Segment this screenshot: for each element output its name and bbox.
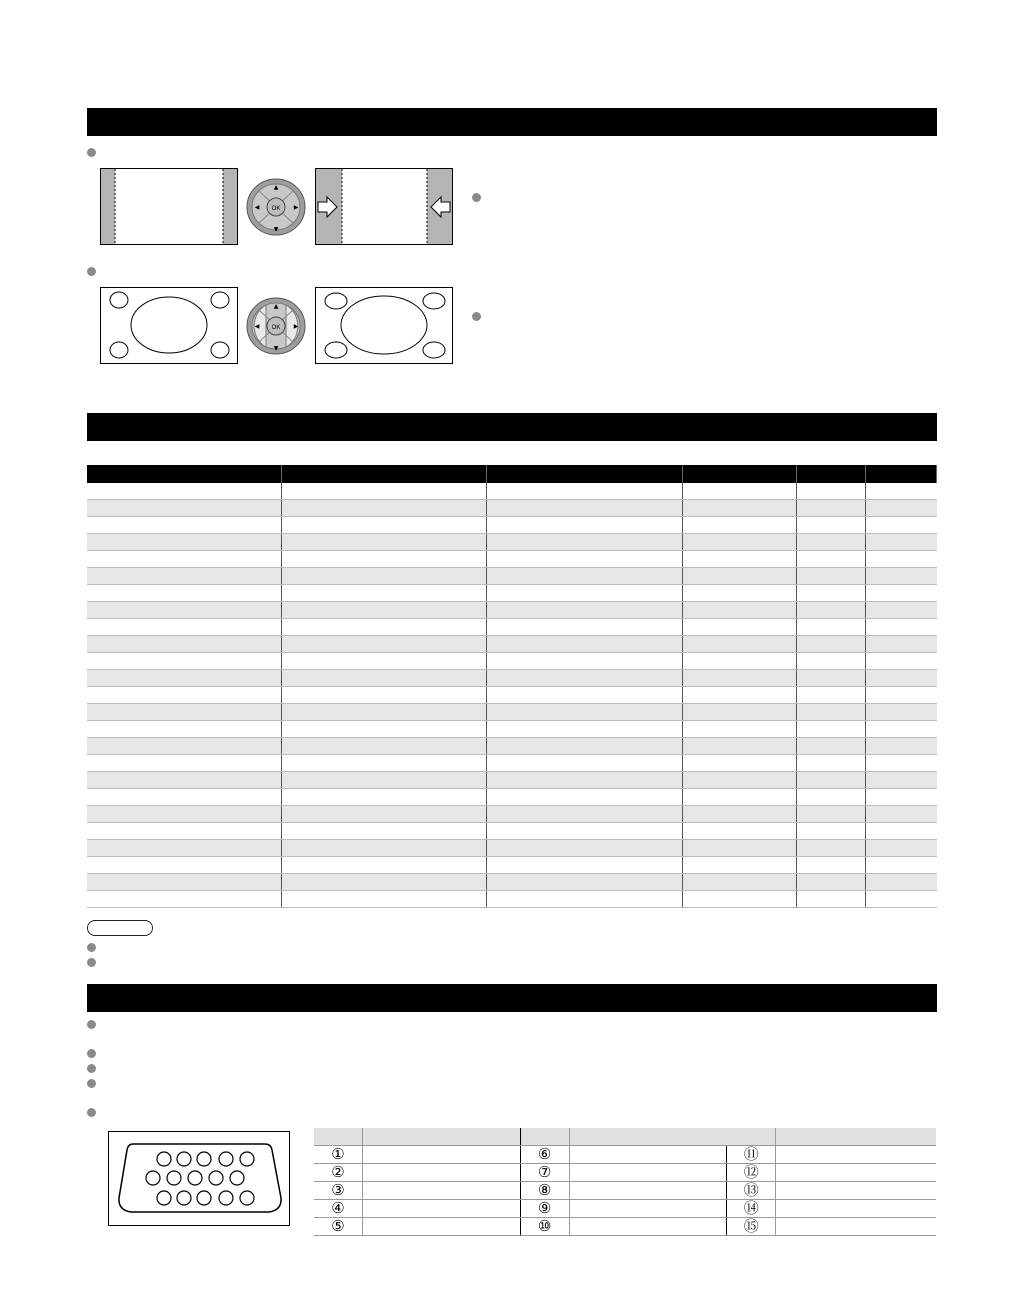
table-cell <box>87 874 282 890</box>
table-cell <box>487 517 683 533</box>
table-cell <box>797 874 866 890</box>
table-cell <box>87 568 282 584</box>
table-cell <box>797 551 866 567</box>
table-cell <box>866 687 937 703</box>
pin-number: ⑦ <box>537 1164 552 1181</box>
pin-number: ① <box>331 1146 345 1163</box>
table-cell <box>487 653 683 669</box>
table-cell <box>282 874 487 890</box>
pin-row <box>314 1218 936 1236</box>
table-row <box>87 738 937 755</box>
table-cell <box>683 806 797 822</box>
table-cell <box>866 551 937 567</box>
table-cell <box>797 619 866 635</box>
table-row <box>87 585 937 602</box>
table-cell <box>797 636 866 652</box>
table-row <box>87 789 937 806</box>
table-cell <box>866 585 937 601</box>
table-cell <box>282 738 487 754</box>
table-cell <box>487 789 683 805</box>
circle-pattern-after <box>315 287 455 367</box>
table-cell <box>87 823 282 839</box>
table-cell <box>683 534 797 550</box>
table-cell <box>87 857 282 873</box>
table-cell <box>87 483 282 499</box>
table-cell <box>487 755 683 771</box>
table-row <box>87 891 937 908</box>
table-row <box>87 687 937 704</box>
table-cell <box>282 704 487 720</box>
table-cell <box>683 636 797 652</box>
table-cell <box>683 619 797 635</box>
table-cell <box>487 891 683 907</box>
table-cell <box>797 568 866 584</box>
table-cell <box>683 551 797 567</box>
table-row <box>87 874 937 891</box>
table-cell <box>797 500 866 516</box>
pin-number: ⑭ <box>743 1200 759 1217</box>
table-row <box>87 483 937 500</box>
table-cell <box>797 517 866 533</box>
table-cell <box>282 721 487 737</box>
pin-number: ③ <box>331 1182 345 1199</box>
table-cell <box>683 585 797 601</box>
table-cell <box>866 806 937 822</box>
table-cell <box>866 874 937 890</box>
table-cell <box>282 636 487 652</box>
table-cell <box>866 602 937 618</box>
table-cell <box>683 704 797 720</box>
table-cell <box>87 534 282 550</box>
table-cell <box>282 891 487 907</box>
table-cell <box>797 755 866 771</box>
table-cell <box>87 500 282 516</box>
table-cell <box>487 840 683 856</box>
pin-number: ⑪ <box>743 1146 759 1163</box>
pin-signal <box>362 1218 520 1235</box>
table-cell <box>87 704 282 720</box>
table-cell <box>282 568 487 584</box>
table-row <box>87 602 937 619</box>
table-cell <box>282 602 487 618</box>
side-panel-screen-before <box>100 168 240 248</box>
pin-signal <box>775 1146 936 1163</box>
table-cell <box>487 857 683 873</box>
table-cell <box>683 517 797 533</box>
remote-dpad <box>246 178 306 236</box>
table-cell <box>683 874 797 890</box>
table-cell <box>866 704 937 720</box>
header-cell <box>87 465 282 483</box>
pin-signal <box>362 1146 520 1163</box>
table-row <box>87 772 937 789</box>
pin-signal <box>775 1164 936 1181</box>
table-cell <box>282 840 487 856</box>
pin-number: ⑩ <box>537 1218 552 1235</box>
table-cell <box>866 721 937 737</box>
table-cell <box>683 891 797 907</box>
table-cell <box>866 483 937 499</box>
header-cell <box>797 465 866 483</box>
pin-signal <box>569 1164 727 1181</box>
table-cell <box>282 789 487 805</box>
table-row <box>87 857 937 874</box>
pin-number: ⑫ <box>743 1164 759 1181</box>
table-cell <box>797 483 866 499</box>
table-cell <box>797 704 866 720</box>
svg-text:▼: ▼ <box>273 345 279 352</box>
header-cell <box>683 465 797 483</box>
table-cell <box>797 670 866 686</box>
table-cell <box>866 653 937 669</box>
table-cell <box>797 789 866 805</box>
section-header-bar <box>87 108 937 136</box>
table-cell <box>487 687 683 703</box>
table-cell <box>487 806 683 822</box>
table-cell <box>797 738 866 754</box>
bullet <box>87 1079 96 1088</box>
pin-signal <box>362 1182 520 1199</box>
table-cell <box>866 857 937 873</box>
pin-signal <box>569 1218 727 1235</box>
table-cell <box>866 738 937 754</box>
table-cell <box>487 619 683 635</box>
bullet <box>87 943 96 952</box>
table-row <box>87 500 937 517</box>
table-row <box>87 517 937 534</box>
pin-signal <box>362 1200 520 1217</box>
table-cell <box>683 840 797 856</box>
bullet <box>472 312 481 321</box>
table-cell <box>797 840 866 856</box>
pin-row <box>314 1164 936 1182</box>
table-cell <box>87 891 282 907</box>
table-row <box>87 840 937 857</box>
svg-text:◀: ◀ <box>254 323 260 330</box>
signal-table <box>87 465 937 908</box>
table-row <box>87 568 937 585</box>
table-cell <box>797 721 866 737</box>
table-cell <box>487 585 683 601</box>
table-cell <box>866 891 937 907</box>
pin-assignment-table <box>314 1128 936 1236</box>
table-cell <box>487 500 683 516</box>
table-cell <box>487 704 683 720</box>
table-cell <box>866 500 937 516</box>
table-cell <box>282 653 487 669</box>
table-row <box>87 619 937 636</box>
pin-signal <box>775 1218 936 1235</box>
pin-row <box>314 1182 936 1200</box>
table-row <box>87 721 937 738</box>
bullet <box>472 193 481 202</box>
pin-row <box>314 1200 936 1218</box>
pin-signal <box>569 1182 727 1199</box>
table-cell <box>87 619 282 635</box>
table-cell <box>797 687 866 703</box>
table-cell <box>797 585 866 601</box>
table-cell <box>683 568 797 584</box>
table-cell <box>797 653 866 669</box>
table-cell <box>683 789 797 805</box>
table-cell <box>87 602 282 618</box>
table-cell <box>87 517 282 533</box>
table-cell <box>87 687 282 703</box>
table-cell <box>487 602 683 618</box>
svg-text:▲: ▲ <box>273 184 279 191</box>
pin-number: ② <box>331 1164 345 1181</box>
table-cell <box>87 840 282 856</box>
table-cell <box>282 500 487 516</box>
table-cell <box>683 602 797 618</box>
table-cell <box>87 772 282 788</box>
pin-signal <box>775 1182 936 1199</box>
section-header-bar <box>87 984 937 1012</box>
table-cell <box>282 687 487 703</box>
header-cell <box>282 465 487 483</box>
pin-number: ⑬ <box>743 1182 759 1199</box>
pin-signal <box>362 1164 520 1181</box>
table-cell <box>487 738 683 754</box>
table-cell <box>282 806 487 822</box>
svg-text:OK: OK <box>271 206 281 212</box>
table-cell <box>282 483 487 499</box>
svg-text:▶: ▶ <box>293 204 299 211</box>
table-cell <box>683 483 797 499</box>
table-cell <box>683 670 797 686</box>
table-cell <box>866 670 937 686</box>
bullet <box>87 958 96 967</box>
table-cell <box>487 636 683 652</box>
table-cell <box>683 500 797 516</box>
table-row <box>87 534 937 551</box>
table-cell <box>282 755 487 771</box>
table-row <box>87 806 937 823</box>
table-cell <box>487 721 683 737</box>
pin-row <box>314 1146 936 1164</box>
table-cell <box>282 823 487 839</box>
table-cell <box>87 653 282 669</box>
table-cell <box>87 585 282 601</box>
table-cell <box>487 772 683 788</box>
table-row <box>87 755 937 772</box>
circle-pattern-before <box>100 287 240 367</box>
svg-text:◀: ◀ <box>254 204 260 211</box>
d-sub-15pin-icon <box>109 1132 291 1227</box>
table-cell <box>866 755 937 771</box>
pin-number: ⑨ <box>537 1200 552 1217</box>
table-cell <box>866 568 937 584</box>
bullet <box>87 1108 96 1117</box>
table-cell <box>282 619 487 635</box>
pin-signal <box>569 1146 727 1163</box>
table-cell <box>487 483 683 499</box>
table-row <box>87 823 937 840</box>
d-sub-connector-diagram <box>108 1131 290 1226</box>
bullet <box>87 267 96 276</box>
pin-number: ⑤ <box>331 1218 345 1235</box>
table-row <box>87 653 937 670</box>
table-cell <box>87 755 282 771</box>
table-cell <box>683 755 797 771</box>
table-cell <box>683 772 797 788</box>
table-cell <box>866 823 937 839</box>
table-row <box>87 636 937 653</box>
table-cell <box>282 585 487 601</box>
table-cell <box>282 772 487 788</box>
note-label <box>87 920 153 936</box>
table-cell <box>87 721 282 737</box>
bullet <box>87 148 96 157</box>
table-cell <box>487 534 683 550</box>
pin-number: ⑮ <box>743 1218 759 1235</box>
table-row <box>87 704 937 721</box>
table-cell <box>866 789 937 805</box>
table-cell <box>866 772 937 788</box>
table-cell <box>282 534 487 550</box>
svg-text:▲: ▲ <box>273 303 279 310</box>
svg-text:▶: ▶ <box>293 323 299 330</box>
table-cell <box>797 772 866 788</box>
table-cell <box>282 551 487 567</box>
table-cell <box>683 857 797 873</box>
table-cell <box>866 840 937 856</box>
table-cell <box>797 891 866 907</box>
svg-text:OK: OK <box>271 325 281 331</box>
table-cell <box>87 789 282 805</box>
table-cell <box>487 823 683 839</box>
table-cell <box>282 857 487 873</box>
table-cell <box>87 738 282 754</box>
table-row <box>87 670 937 687</box>
table-cell <box>487 568 683 584</box>
table-cell <box>797 806 866 822</box>
table-cell <box>87 636 282 652</box>
table-cell <box>487 874 683 890</box>
bullet <box>87 1020 96 1029</box>
remote-dpad <box>246 297 306 355</box>
table-cell <box>866 636 937 652</box>
table-cell <box>866 619 937 635</box>
pin-signal <box>569 1200 727 1217</box>
header-cell <box>866 465 937 483</box>
pin-table-header <box>314 1128 936 1146</box>
pin-signal <box>775 1200 936 1217</box>
table-cell <box>87 670 282 686</box>
table-cell <box>683 823 797 839</box>
pin-number: ⑥ <box>537 1146 552 1163</box>
table-cell <box>866 517 937 533</box>
table-cell <box>487 551 683 567</box>
bullet <box>87 1049 96 1058</box>
table-cell <box>797 534 866 550</box>
table-cell <box>797 823 866 839</box>
table-cell <box>797 602 866 618</box>
table-cell <box>797 857 866 873</box>
signal-table-header <box>87 465 937 483</box>
table-cell <box>87 806 282 822</box>
table-cell <box>487 670 683 686</box>
table-cell <box>683 653 797 669</box>
section-header-bar <box>87 413 937 441</box>
table-cell <box>683 738 797 754</box>
table-cell <box>87 551 282 567</box>
table-cell <box>282 670 487 686</box>
table-cell <box>866 534 937 550</box>
pin-number: ⑧ <box>537 1182 552 1199</box>
side-panel-screen-after <box>315 168 455 248</box>
bullet <box>87 1064 96 1073</box>
table-cell <box>683 721 797 737</box>
table-row <box>87 551 937 568</box>
pin-number: ④ <box>331 1200 345 1217</box>
header-cell <box>487 465 683 483</box>
table-cell <box>282 517 487 533</box>
table-cell <box>683 687 797 703</box>
svg-text:▼: ▼ <box>273 226 279 233</box>
